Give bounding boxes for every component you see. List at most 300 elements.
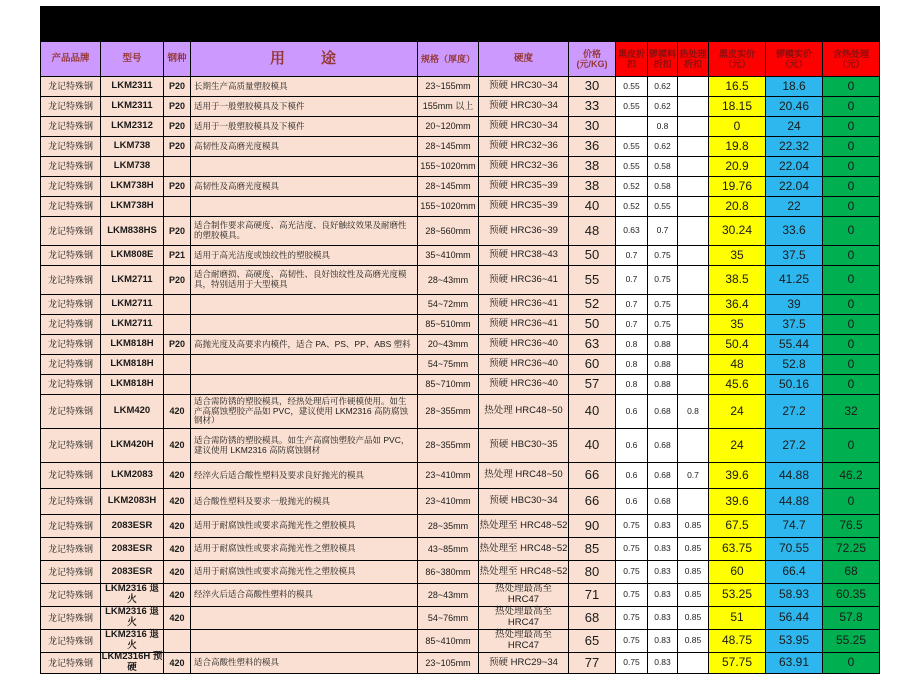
- cell-use: 适合制作要求高硬度、高光洁度、良好触纹效果及耐磨性的塑胶模具。: [191, 217, 418, 245]
- cell-spec: 155mm 以上: [418, 97, 479, 116]
- cell-heattreat-discount: 0.85: [678, 584, 709, 606]
- table-row: [41, 137, 879, 157]
- cell-milled-price: 33.6: [766, 217, 823, 245]
- title-bar: [41, 7, 879, 42]
- cell-use: 适用于耐腐蚀性或要求高抛光性之塑胶模具: [191, 515, 418, 537]
- cell-price: 71: [569, 584, 616, 606]
- cell-milled-discount: 0.75: [648, 266, 678, 294]
- cell-price: 63: [569, 335, 616, 354]
- cell-blackskin-price: 53.25: [709, 584, 766, 606]
- cell-milled-price: 18.6: [766, 77, 823, 96]
- table-row: [41, 463, 879, 489]
- cell-hardness: 预硬 HRC36~41: [479, 295, 569, 314]
- price-table: [40, 6, 880, 674]
- cell-blackskin-price: 57.75: [709, 653, 766, 673]
- cell-milled-discount: 0.83: [648, 607, 678, 629]
- cell-blackskin-discount: 0.7: [616, 295, 648, 314]
- table-row: [41, 429, 879, 463]
- cell-spec: 86~380mm: [418, 561, 479, 583]
- cell-milled-discount: 0.7: [648, 217, 678, 245]
- cell-milled-price: 27.2: [766, 429, 823, 462]
- cell-spec: 23~410mm: [418, 463, 479, 488]
- cell-heattreat-discount: [678, 335, 709, 354]
- cell-grade: 420: [164, 395, 191, 428]
- cell-blackskin-price: 51: [709, 607, 766, 629]
- cell-milled-discount: 0.88: [648, 335, 678, 354]
- cell-heattreat-price: 0: [823, 197, 879, 216]
- cell-spec: 85~510mm: [418, 315, 479, 334]
- cell-use: 适用于耐腐蚀性或要求高抛光性之塑胶模具: [191, 538, 418, 560]
- cell-spec: 35~410mm: [418, 246, 479, 265]
- table-row: [41, 177, 879, 197]
- cell-use: 高韧性及高磨光度模具: [191, 137, 418, 156]
- cell-brand: 龙记特殊钢: [41, 515, 101, 537]
- cell-heattreat-discount: [678, 246, 709, 265]
- cell-hardness: 预硬 HRC36~40: [479, 375, 569, 394]
- cell-brand: 龙记特殊钢: [41, 335, 101, 354]
- cell-milled-price: 66.4: [766, 561, 823, 583]
- cell-hardness: 预硬 HRC35~39: [479, 177, 569, 196]
- cell-brand: 龙记特殊钢: [41, 137, 101, 156]
- table-row: [41, 157, 879, 177]
- cell-milled-price: 39: [766, 295, 823, 314]
- cell-brand: 龙记特殊钢: [41, 77, 101, 96]
- cell-blackskin-discount: 0.75: [616, 630, 648, 652]
- table-row: [41, 375, 879, 395]
- cell-heattreat-price: 0: [823, 375, 879, 394]
- table-row: [41, 607, 879, 630]
- cell-heattreat-price: 0: [823, 489, 879, 514]
- cell-grade: [164, 315, 191, 334]
- cell-heattreat-discount: [678, 137, 709, 156]
- cell-hardness: 热处理至 HRC48~52: [479, 561, 569, 583]
- cell-heattreat-price: 0: [823, 429, 879, 462]
- cell-heattreat-discount: [678, 97, 709, 116]
- cell-milled-discount: 0.83: [648, 561, 678, 583]
- cell-milled-price: 24: [766, 117, 823, 136]
- cell-blackskin-discount: 0.8: [616, 355, 648, 374]
- cell-hardness: 热处理最高至 HRC47: [479, 607, 569, 629]
- cell-heattreat-discount: [678, 197, 709, 216]
- cell-grade: 420: [164, 489, 191, 514]
- cell-use: [191, 375, 418, 394]
- cell-milled-discount: 0.62: [648, 137, 678, 156]
- cell-use: 适合需防锈的塑胶模具，经热处理后可作硬模使用。如生产高腐蚀塑胶产品如 PVC，建议使用 LKM2316 高防腐蚀钢材）: [191, 395, 418, 428]
- cell-hardness: 预硬 HRC36~41: [479, 266, 569, 294]
- cell-price: 33: [569, 97, 616, 116]
- cell-hardness: 预硬 HRC29~34: [479, 653, 569, 673]
- cell-brand: 龙记特殊钢: [41, 561, 101, 583]
- cell-spec: 28~145mm: [418, 137, 479, 156]
- table-row: [41, 584, 879, 607]
- cell-use: [191, 295, 418, 314]
- cell-model: LKM2316 退火: [101, 584, 164, 606]
- cell-spec: 28~355mm: [418, 395, 479, 428]
- cell-model: LKM818H: [101, 335, 164, 354]
- table-row: [41, 395, 879, 429]
- cell-grade: P20: [164, 177, 191, 196]
- cell-milled-discount: 0.58: [648, 157, 678, 176]
- header-blackskin-price: 黑皮实价（元）: [709, 42, 766, 76]
- header-spec: 规格（厚度）: [418, 42, 479, 76]
- cell-blackskin-price: 24: [709, 429, 766, 462]
- cell-blackskin-price: 60: [709, 561, 766, 583]
- cell-blackskin-discount: 0.75: [616, 515, 648, 537]
- cell-price: 60: [569, 355, 616, 374]
- table-row: [41, 630, 879, 653]
- cell-blackskin-price: 63.75: [709, 538, 766, 560]
- cell-blackskin-price: 30.24: [709, 217, 766, 245]
- cell-blackskin-discount: 0.55: [616, 137, 648, 156]
- cell-heattreat-price: 0: [823, 315, 879, 334]
- cell-spec: 28~560mm: [418, 217, 479, 245]
- cell-heattreat-discount: 0.85: [678, 515, 709, 537]
- cell-milled-discount: 0.83: [648, 630, 678, 652]
- cell-milled-discount: 0.75: [648, 246, 678, 265]
- cell-heattreat-discount: [678, 157, 709, 176]
- cell-price: 66: [569, 489, 616, 514]
- cell-heattreat-price: 68: [823, 561, 879, 583]
- cell-grade: P20: [164, 77, 191, 96]
- cell-use: 适用于一般塑胶模具及下模件: [191, 117, 418, 136]
- cell-spec: 85~710mm: [418, 375, 479, 394]
- cell-brand: 龙记特殊钢: [41, 489, 101, 514]
- header-milled-discount: 锣模料折扣: [648, 42, 678, 76]
- cell-milled-discount: 0.55: [648, 197, 678, 216]
- table-row: [41, 355, 879, 375]
- cell-brand: 龙记特殊钢: [41, 157, 101, 176]
- cell-price: 90: [569, 515, 616, 537]
- cell-blackskin-price: 50.4: [709, 335, 766, 354]
- cell-model: LKM420H: [101, 429, 164, 462]
- cell-blackskin-price: 16.5: [709, 77, 766, 96]
- cell-hardness: 预硬 HRC30~34: [479, 117, 569, 136]
- cell-milled-discount: 0.68: [648, 395, 678, 428]
- cell-price: 52: [569, 295, 616, 314]
- cell-model: LKM2316 退火: [101, 630, 164, 652]
- cell-milled-price: 37.5: [766, 246, 823, 265]
- cell-blackskin-discount: 0.75: [616, 607, 648, 629]
- cell-heattreat-price: 0: [823, 217, 879, 245]
- cell-model: LKM2083H: [101, 489, 164, 514]
- cell-use: 经淬火后适合酸性塑料及要求良好抛光的模具: [191, 463, 418, 488]
- cell-milled-price: 44.88: [766, 463, 823, 488]
- cell-blackskin-discount: 0.6: [616, 429, 648, 462]
- cell-heattreat-discount: 0.85: [678, 561, 709, 583]
- cell-price: 55: [569, 266, 616, 294]
- cell-milled-price: 55.44: [766, 335, 823, 354]
- table-row: [41, 538, 879, 561]
- cell-hardness: 热处理 HRC48~50: [479, 463, 569, 488]
- cell-brand: 龙记特殊钢: [41, 177, 101, 196]
- cell-blackskin-price: 0: [709, 117, 766, 136]
- cell-price: 40: [569, 395, 616, 428]
- cell-heattreat-price: 76.5: [823, 515, 879, 537]
- table-row: [41, 315, 879, 335]
- cell-milled-price: 53.95: [766, 630, 823, 652]
- cell-hardness: 预硬 HRC35~39: [479, 197, 569, 216]
- cell-blackskin-price: 39.6: [709, 463, 766, 488]
- cell-blackskin-price: 45.6: [709, 375, 766, 394]
- cell-use: 高抛光度及高要求内模件，适合 PA、PS、PP、ABS 塑料: [191, 335, 418, 354]
- cell-model: LKM2312: [101, 117, 164, 136]
- table-row: [41, 197, 879, 217]
- cell-heattreat-price: 60.35: [823, 584, 879, 606]
- cell-price: 80: [569, 561, 616, 583]
- table-row: [41, 561, 879, 584]
- cell-heattreat-discount: 0.7: [678, 463, 709, 488]
- cell-use: 适用于耐腐蚀性或要求高抛光性之塑胶模具: [191, 561, 418, 583]
- cell-model: LKM420: [101, 395, 164, 428]
- cell-model: LKM2311: [101, 97, 164, 116]
- header-heattreat-price: 含热处理（元）: [823, 42, 879, 76]
- header-blackskin-discount: 黑皮折扣: [616, 42, 648, 76]
- cell-heattreat-price: 0: [823, 266, 879, 294]
- cell-blackskin-price: 18.15: [709, 97, 766, 116]
- cell-blackskin-discount: 0.6: [616, 489, 648, 514]
- cell-hardness: 预硬 HRC36~40: [479, 335, 569, 354]
- cell-brand: 龙记特殊钢: [41, 463, 101, 488]
- header-grade: 钢种: [164, 42, 191, 76]
- cell-blackskin-discount: 0.75: [616, 561, 648, 583]
- cell-brand: 龙记特殊钢: [41, 266, 101, 294]
- cell-hardness: 预硬 HRC30~34: [479, 97, 569, 116]
- cell-blackskin-price: 39.6: [709, 489, 766, 514]
- cell-use: [191, 197, 418, 216]
- cell-hardness: 热处理至 HRC48~52: [479, 538, 569, 560]
- cell-model: LKM2711: [101, 315, 164, 334]
- cell-price: 40: [569, 197, 616, 216]
- cell-heattreat-price: 55.25: [823, 630, 879, 652]
- cell-milled-discount: 0.75: [648, 295, 678, 314]
- cell-blackskin-discount: 0.75: [616, 653, 648, 673]
- cell-price: 38: [569, 157, 616, 176]
- cell-spec: 155~1020mm: [418, 157, 479, 176]
- cell-milled-discount: 0.88: [648, 355, 678, 374]
- cell-price: 40: [569, 429, 616, 462]
- cell-grade: [164, 197, 191, 216]
- cell-heattreat-discount: 0.85: [678, 538, 709, 560]
- cell-model: LKM808E: [101, 246, 164, 265]
- cell-use: 适用于一般塑胶模具及下模件: [191, 97, 418, 116]
- cell-blackskin-discount: 0.7: [616, 315, 648, 334]
- cell-model: LKM2711: [101, 266, 164, 294]
- cell-use: [191, 355, 418, 374]
- cell-price: 77: [569, 653, 616, 673]
- cell-use: 适合高酸性塑料的模具: [191, 653, 418, 673]
- cell-grade: [164, 295, 191, 314]
- cell-use: 经淬火后适合高酸性塑料的模具: [191, 584, 418, 606]
- cell-heattreat-price: 0: [823, 246, 879, 265]
- cell-heattreat-discount: [678, 117, 709, 136]
- cell-grade: 420: [164, 561, 191, 583]
- cell-grade: [164, 157, 191, 176]
- cell-milled-price: 22.04: [766, 177, 823, 196]
- cell-heattreat-discount: [678, 295, 709, 314]
- cell-model: LKM738: [101, 137, 164, 156]
- cell-price: 30: [569, 77, 616, 96]
- cell-spec: 43~85mm: [418, 538, 479, 560]
- cell-heattreat-discount: [678, 315, 709, 334]
- cell-heattreat-discount: [678, 217, 709, 245]
- table-row: [41, 77, 879, 97]
- cell-brand: 龙记特殊钢: [41, 538, 101, 560]
- cell-milled-price: 22: [766, 197, 823, 216]
- cell-use: 高韧性及高磨光度模具: [191, 177, 418, 196]
- cell-model: 2083ESR: [101, 561, 164, 583]
- cell-milled-discount: 0.83: [648, 515, 678, 537]
- header-heattreat-discount: 热处理折扣: [678, 42, 709, 76]
- cell-model: LKM2083: [101, 463, 164, 488]
- cell-blackskin-discount: 0.55: [616, 77, 648, 96]
- cell-milled-price: 37.5: [766, 315, 823, 334]
- cell-spec: 28~35mm: [418, 515, 479, 537]
- cell-model: LKM738H: [101, 197, 164, 216]
- cell-price: 50: [569, 246, 616, 265]
- cell-heattreat-discount: [678, 266, 709, 294]
- cell-hardness: 热处理最高至 HRC47: [479, 630, 569, 652]
- cell-blackskin-price: 35: [709, 315, 766, 334]
- cell-milled-price: 74.7: [766, 515, 823, 537]
- cell-milled-price: 58.93: [766, 584, 823, 606]
- cell-heattreat-price: 0: [823, 177, 879, 196]
- cell-spec: 28~43mm: [418, 584, 479, 606]
- cell-hardness: 预硬 HBC30~35: [479, 429, 569, 462]
- cell-milled-discount: 0.68: [648, 489, 678, 514]
- cell-heattreat-price: 0: [823, 295, 879, 314]
- cell-price: 38: [569, 177, 616, 196]
- cell-use: [191, 157, 418, 176]
- cell-spec: 20~43mm: [418, 335, 479, 354]
- cell-blackskin-price: 48: [709, 355, 766, 374]
- cell-heattreat-price: 0: [823, 117, 879, 136]
- cell-spec: 28~43mm: [418, 266, 479, 294]
- cell-blackskin-price: 38.5: [709, 266, 766, 294]
- cell-hardness: 预硬 HBC30~34: [479, 489, 569, 514]
- cell-hardness: 预硬 HRC36~41: [479, 315, 569, 334]
- header-milled-price: 锣模实价（元）: [766, 42, 823, 76]
- cell-brand: 龙记特殊钢: [41, 246, 101, 265]
- cell-hardness: 预硬 HRC36~39: [479, 217, 569, 245]
- cell-blackskin-discount: 0.75: [616, 584, 648, 606]
- cell-blackskin-price: 67.5: [709, 515, 766, 537]
- cell-blackskin-price: 35: [709, 246, 766, 265]
- cell-model: 2083ESR: [101, 538, 164, 560]
- cell-price: 48: [569, 217, 616, 245]
- cell-brand: 龙记特殊钢: [41, 607, 101, 629]
- cell-use: 长期生产高质量塑胶模具: [191, 77, 418, 96]
- cell-grade: P20: [164, 217, 191, 245]
- cell-model: LKM2316 退火: [101, 607, 164, 629]
- cell-blackskin-discount: 0.55: [616, 97, 648, 116]
- cell-hardness: 热处理 HRC48~50: [479, 395, 569, 428]
- cell-grade: [164, 375, 191, 394]
- cell-grade: P20: [164, 137, 191, 156]
- cell-blackskin-discount: 0.63: [616, 217, 648, 245]
- cell-heattreat-discount: [678, 489, 709, 514]
- table-header-row: [41, 42, 879, 77]
- cell-grade: P21: [164, 246, 191, 265]
- cell-spec: 20~120mm: [418, 117, 479, 136]
- cell-blackskin-price: 20.9: [709, 157, 766, 176]
- cell-brand: 龙记特殊钢: [41, 197, 101, 216]
- cell-model: LKM738: [101, 157, 164, 176]
- cell-milled-price: 41.25: [766, 266, 823, 294]
- cell-milled-price: 20.46: [766, 97, 823, 116]
- table-row: [41, 117, 879, 137]
- cell-grade: 420: [164, 538, 191, 560]
- cell-milled-discount: 0.62: [648, 97, 678, 116]
- cell-heattreat-discount: [678, 429, 709, 462]
- cell-brand: 龙记特殊钢: [41, 584, 101, 606]
- cell-blackskin-price: 36.4: [709, 295, 766, 314]
- cell-model: LKM2711: [101, 295, 164, 314]
- cell-use: [191, 315, 418, 334]
- cell-grade: P20: [164, 97, 191, 116]
- cell-blackskin-price: 48.75: [709, 630, 766, 652]
- cell-heattreat-discount: [678, 77, 709, 96]
- cell-heattreat-discount: 0.85: [678, 607, 709, 629]
- cell-model: LKM818H: [101, 375, 164, 394]
- cell-blackskin-price: 19.76: [709, 177, 766, 196]
- cell-grade: P20: [164, 266, 191, 294]
- cell-grade: 420: [164, 515, 191, 537]
- cell-use: 适用于高光洁度或蚀纹性的塑胶模具: [191, 246, 418, 265]
- cell-spec: 23~105mm: [418, 653, 479, 673]
- cell-heattreat-price: 0: [823, 97, 879, 116]
- cell-heattreat-price: 0: [823, 355, 879, 374]
- cell-price: 65: [569, 630, 616, 652]
- cell-brand: 龙记特殊钢: [41, 375, 101, 394]
- cell-model: LKM818H: [101, 355, 164, 374]
- cell-price: 68: [569, 607, 616, 629]
- cell-blackskin-price: 19.8: [709, 137, 766, 156]
- cell-use: 适合需防锈的塑胶模具。如生产高腐蚀塑胶产品如 PVC，建议使用 LKM2316 高防腐蚀钢材: [191, 429, 418, 462]
- cell-milled-price: 56.44: [766, 607, 823, 629]
- cell-heattreat-price: 57.8: [823, 607, 879, 629]
- cell-milled-discount: 0.83: [648, 538, 678, 560]
- cell-grade: 420: [164, 653, 191, 673]
- cell-blackskin-price: 24: [709, 395, 766, 428]
- cell-spec: 54~75mm: [418, 355, 479, 374]
- cell-grade: [164, 355, 191, 374]
- cell-price: 50: [569, 315, 616, 334]
- cell-heattreat-price: 0: [823, 335, 879, 354]
- cell-use: [191, 630, 418, 652]
- cell-brand: 龙记特殊钢: [41, 355, 101, 374]
- table-row: [41, 335, 879, 355]
- table-row: [41, 515, 879, 538]
- cell-blackskin-discount: 0.7: [616, 266, 648, 294]
- cell-blackskin-price: 20.8: [709, 197, 766, 216]
- cell-brand: 龙记特殊钢: [41, 315, 101, 334]
- cell-price: 85: [569, 538, 616, 560]
- cell-milled-discount: 0.83: [648, 584, 678, 606]
- cell-milled-price: 63.91: [766, 653, 823, 673]
- cell-milled-price: 44.88: [766, 489, 823, 514]
- cell-brand: 龙记特殊钢: [41, 653, 101, 673]
- cell-milled-discount: 0.75: [648, 315, 678, 334]
- cell-model: LKM2311: [101, 77, 164, 96]
- cell-model: LKM838HS: [101, 217, 164, 245]
- cell-blackskin-discount: 0.8: [616, 335, 648, 354]
- cell-grade: 420: [164, 607, 191, 629]
- header-model: 型号: [101, 42, 164, 76]
- cell-blackskin-discount: 0.55: [616, 157, 648, 176]
- cell-heattreat-discount: [678, 177, 709, 196]
- cell-grade: 420: [164, 584, 191, 606]
- cell-hardness: 热处理最高至 HRC47: [479, 584, 569, 606]
